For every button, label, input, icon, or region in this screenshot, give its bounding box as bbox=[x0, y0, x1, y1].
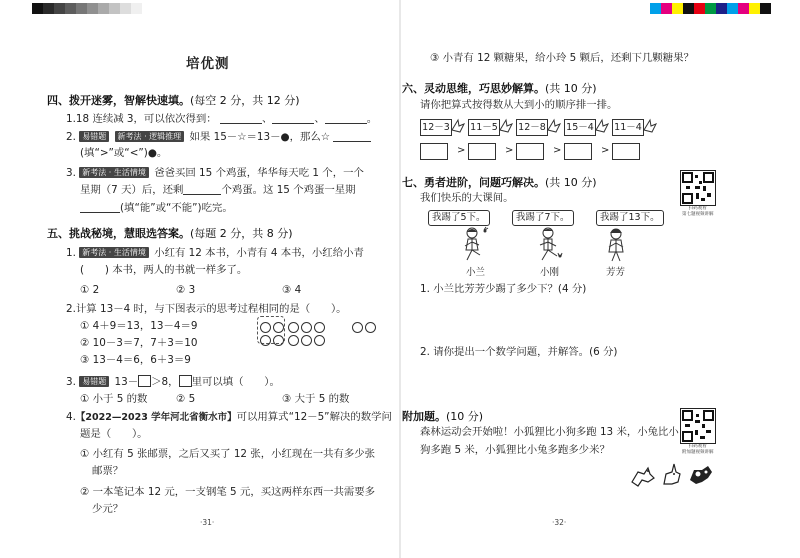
tag-error-prone: 易错题 bbox=[79, 131, 109, 142]
option-1[interactable]: ① 小于 5 的数 bbox=[80, 393, 148, 405]
dove-icon bbox=[546, 116, 562, 136]
bonus-text-line-2: 狗多跑 5 米，小狐狸比小兔多跑多少米？ bbox=[420, 444, 610, 456]
source-tag: 【2022—2023 学年河北省衡水市】 bbox=[75, 412, 237, 423]
option-2[interactable]: ② 10－3＝7，7＋3＝10 bbox=[80, 337, 198, 349]
option-1-line2: 邮票？ bbox=[92, 465, 124, 477]
s7-question-2: 2. 请你提出一个数学问题，并解答。(6 分) bbox=[420, 346, 618, 358]
s4-question-3-line3: (填“能”或“不能”)吃完。 bbox=[80, 202, 233, 215]
answer-blank[interactable] bbox=[325, 113, 367, 124]
greater-than: > bbox=[457, 145, 466, 156]
greater-than: > bbox=[505, 145, 514, 156]
answer-box[interactable] bbox=[516, 143, 544, 160]
dove-icon bbox=[450, 116, 466, 136]
page-number: ·31· bbox=[200, 518, 215, 527]
right-page bbox=[400, 0, 800, 558]
option-3[interactable]: ③ 4 bbox=[282, 284, 302, 296]
bonus-heading: 附加题。(10 分) bbox=[402, 410, 484, 423]
section-6-heading: 六、灵动思维，巧思妙解算。(共 10 分) bbox=[402, 82, 597, 95]
empty-box[interactable] bbox=[138, 375, 151, 387]
child-name: 芳芳 bbox=[606, 267, 626, 278]
answer-blank[interactable] bbox=[183, 184, 221, 195]
answer-blank[interactable] bbox=[220, 113, 262, 124]
answer-blank[interactable] bbox=[333, 131, 371, 142]
answer-blank[interactable] bbox=[80, 202, 120, 213]
tag-error-prone: 易错题 bbox=[79, 376, 109, 387]
s5-question-2: 2.计算 13－4 时，与下图表示的思考过程相同的是（ ）。 bbox=[66, 303, 347, 315]
section-7-intro: 我们快乐的大课间。 bbox=[420, 192, 514, 204]
child-name: 小刚 bbox=[540, 267, 560, 278]
qr-code[interactable] bbox=[680, 170, 716, 206]
answer-box[interactable] bbox=[468, 143, 496, 160]
section-7-heading: 七、勇者进阶，问题巧解决。(共 10 分) bbox=[402, 176, 597, 189]
page-title: 培优测 bbox=[186, 56, 230, 72]
expression-card: 12－3 bbox=[420, 119, 452, 136]
option-1[interactable]: ① 4＋9＝13，13－4＝9 bbox=[80, 320, 198, 332]
expression-card: 12－8 bbox=[516, 119, 548, 136]
section-6-instruction: 请你把算式按得数从大到小的顺序排一排。 bbox=[420, 99, 618, 111]
option-1[interactable]: ① 2 bbox=[80, 284, 100, 296]
option-3[interactable]: ③ 小青有 12 颗糖果，给小玲 5 颗后，还剩下几颗糖果？ bbox=[430, 52, 694, 64]
qr-code-icon bbox=[681, 171, 715, 205]
greater-than: > bbox=[601, 145, 610, 156]
option-3[interactable]: ③ 大于 5 的数 bbox=[282, 393, 350, 405]
empty-box[interactable] bbox=[179, 375, 192, 387]
s5-question-1-line2: ( ) 本书，两人的书就一样多了。 bbox=[80, 264, 248, 276]
option-2[interactable]: ② 一本笔记本 12 元，一支钢笔 5 元，买这两样东西一共需要多 bbox=[80, 486, 376, 498]
expression-card: 11－5 bbox=[468, 119, 500, 136]
speech-bubble: 我踢了5下。 bbox=[428, 210, 490, 226]
option-2[interactable]: ② 5 bbox=[176, 393, 196, 405]
bonus-text-line-1: 森林运动会开始啦！小狐狸比小狗多跑 13 米，小兔比小 bbox=[420, 426, 679, 438]
circle-row-2 bbox=[260, 331, 327, 350]
option-1[interactable]: ① 小红有 5 张邮票，之后又买了 12 张，小红现在一共有多少张 bbox=[80, 448, 376, 460]
option-2-line2: 少元？ bbox=[92, 503, 124, 515]
option-3[interactable]: ③ 13－4＝6，6＋3＝9 bbox=[80, 354, 191, 366]
s7-question-1: 1. 小兰比芳芳少踢了多少下？(4 分) bbox=[420, 283, 587, 295]
tag-life-scene: 新考法 · 生活情境 bbox=[79, 247, 149, 258]
option-2[interactable]: ② 3 bbox=[176, 284, 196, 296]
speech-bubble: 我踢了7下。 bbox=[512, 210, 574, 226]
dove-icon bbox=[498, 116, 514, 136]
section-4-heading: 四、拨开迷雾，智解快速填。(每空 2 分，共 12 分) bbox=[47, 94, 300, 107]
tag-new-method: 新考法 · 逻辑推理 bbox=[115, 131, 185, 142]
dove-icon bbox=[642, 116, 658, 136]
s4-question-2-line2: (填“>”或“<”)●。 bbox=[80, 147, 168, 159]
answer-box[interactable] bbox=[612, 143, 640, 160]
s5-question-1: 1. 新考法 · 生活情境 小红有 12 本书，小青有 4 本书，小红给小青 bbox=[66, 247, 364, 259]
s5-question-4-line2: 题是（ ）。 bbox=[80, 428, 148, 440]
expression-card: 15－4 bbox=[564, 119, 596, 136]
qr-caption: 扫码观看 第七题视频讲解 bbox=[682, 206, 714, 217]
speech-bubble: 我踢了13下。 bbox=[596, 210, 664, 226]
s4-question-2: 2. 易错题 新考法 · 逻辑推理 如果 15－☆＝13－●，那么☆ bbox=[66, 131, 371, 144]
child-kicking-shuttlecock-icon bbox=[452, 226, 492, 264]
s5-question-4: 4.【2022—2023 学年河北省衡水市】可以用算式“12－5”解决的数学问 bbox=[66, 411, 392, 423]
s4-question-3-line2: 星期（7 天）后，还剩 个鸡蛋。这 15 个鸡蛋一星期 bbox=[80, 184, 356, 196]
answer-box[interactable] bbox=[420, 143, 448, 160]
s5-question-3: 3. 易错题 13－ ＞8， 里可以填（ ）。 bbox=[66, 376, 280, 388]
answer-blank[interactable] bbox=[272, 113, 314, 124]
child-name: 小兰 bbox=[466, 267, 486, 278]
expression-card: 11－4 bbox=[612, 119, 644, 136]
s4-question-1: 1.18 连续减 3，可以依次得到： 、 、 。 bbox=[66, 113, 378, 125]
qr-code-icon bbox=[681, 409, 715, 443]
page-number: ·32· bbox=[552, 518, 567, 527]
qr-code[interactable] bbox=[680, 408, 716, 444]
child-kicking-shuttlecock-icon bbox=[596, 226, 636, 264]
child-kicking-shuttlecock-icon bbox=[530, 226, 570, 264]
answer-box[interactable] bbox=[564, 143, 592, 160]
tag-life-scene: 新考法 · 生活情境 bbox=[79, 167, 149, 178]
dove-icon bbox=[594, 116, 610, 136]
s4-question-3: 3. 新考法 · 生活情境 爸爸买回 15 个鸡蛋，华华每天吃 1 个，一个 bbox=[66, 167, 364, 179]
qr-caption: 扫码观看 附加题视频讲解 bbox=[682, 444, 714, 455]
greater-than: > bbox=[553, 145, 562, 156]
running-animals-icon bbox=[628, 460, 720, 490]
section-5-heading: 五、挑战秘境，慧眼选答案。(每题 2 分，共 8 分) bbox=[47, 227, 293, 240]
